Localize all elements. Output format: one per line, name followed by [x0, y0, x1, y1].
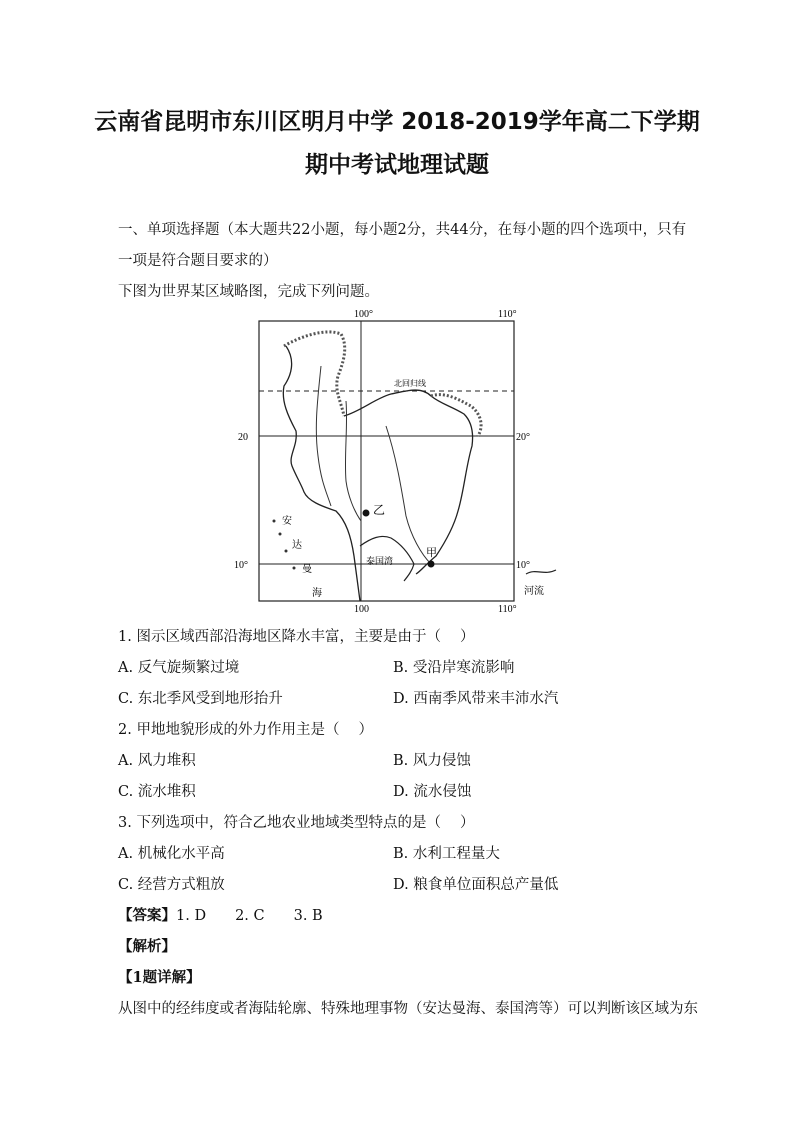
sea-label-char-4: 海: [312, 588, 322, 599]
page-title-line-1: 云南省昆明市东川区明月中学 2018-2019学年高二下学期: [94, 109, 700, 135]
lon-label-bottom-110: 110°: [498, 604, 517, 615]
sea-label-char-1: 安: [282, 516, 292, 527]
section-heading-line-1: 一、单项选择题（本大题共22小题，每小题2分，共44分，在每小题的四个选项中，只有: [118, 222, 687, 238]
point-jia-marker: [428, 561, 435, 568]
river-salween: [345, 401, 361, 521]
question-3-option-a: A. 机械化水平高: [118, 846, 225, 862]
question-2-option-c: C. 流水堆积: [118, 784, 196, 800]
point-yi-marker: [363, 510, 370, 517]
question-1-option-b: B. 受沿岸寒流影响: [393, 660, 515, 676]
analysis-sub-label: 【1题详解】: [118, 969, 201, 986]
place-jia-label: 甲: [426, 546, 437, 559]
legend-river-label: 河流: [524, 586, 544, 597]
sea-label-char-2: 达: [292, 540, 302, 551]
lat-label-right-10: 10°: [516, 560, 530, 571]
mountain-hatch-north: [284, 332, 345, 416]
question-2-option-d: D. 流水侵蚀: [393, 784, 472, 800]
lat-label-left-10: 10°: [234, 560, 248, 571]
question-1-stem: 1. 图示区域西部沿海地区降水丰富，主要是由于（ ）: [118, 629, 475, 645]
question-3-option-d: D. 粮食单位面积总产量低: [393, 877, 559, 893]
west-coastline: [283, 346, 360, 601]
lat-label-right-20: 20°: [516, 432, 530, 443]
question-3-stem: 3. 下列选项中，符合乙地农业地域类型特点的是（ ）: [118, 815, 475, 831]
place-yi-label: 乙: [373, 503, 386, 517]
lon-label-top-100: 100°: [354, 309, 373, 320]
question-3-option-c: C. 经营方式粗放: [118, 877, 225, 893]
tropic-label: 北回归线: [394, 379, 426, 388]
answer-line: [118, 904, 323, 925]
sea-label-char-3: 曼: [302, 564, 312, 575]
answer-text: 1. D 2. C 3. B: [176, 908, 323, 924]
region-map: [226, 306, 626, 616]
question-1-option-c: C. 东北季风受到地形抬升: [118, 691, 283, 707]
question-2-option-b: B. 风力侵蚀: [393, 753, 471, 769]
section-heading-line-2: 一项是符合题目要求的）: [118, 253, 278, 269]
question-2-option-a: A. 风力堆积: [118, 753, 196, 769]
east-coastline: [344, 390, 473, 574]
lon-label-bottom-100: 100: [354, 604, 369, 615]
page-title-line-2: 期中考试地理试题: [305, 152, 489, 178]
question-1-option-d: D. 西南季风带来丰沛水汽: [393, 691, 559, 707]
analysis-text: 从图中的经纬度或者海陆轮廓、特殊地理事物（安达曼海、泰国湾等）可以判断该区域为东: [118, 1001, 698, 1017]
river-legend-icon: [526, 570, 556, 574]
map-intro-text: 下图为世界某区域略图，完成下列问题。: [118, 284, 379, 300]
question-1-option-a: A. 反气旋频繁过境: [118, 660, 240, 676]
question-3-option-b: B. 水利工程量大: [393, 846, 500, 862]
river-mekong: [386, 426, 431, 564]
gulf-label: 泰国湾: [366, 557, 394, 567]
lon-label-top-110: 110°: [498, 309, 517, 320]
analysis-label: 【解析】: [118, 938, 176, 955]
question-2-stem: 2. 甲地地貌形成的外力作用主是（ ）: [118, 722, 374, 738]
lat-label-left-20: 20: [238, 432, 248, 443]
answer-label: 【答案】: [118, 907, 176, 924]
